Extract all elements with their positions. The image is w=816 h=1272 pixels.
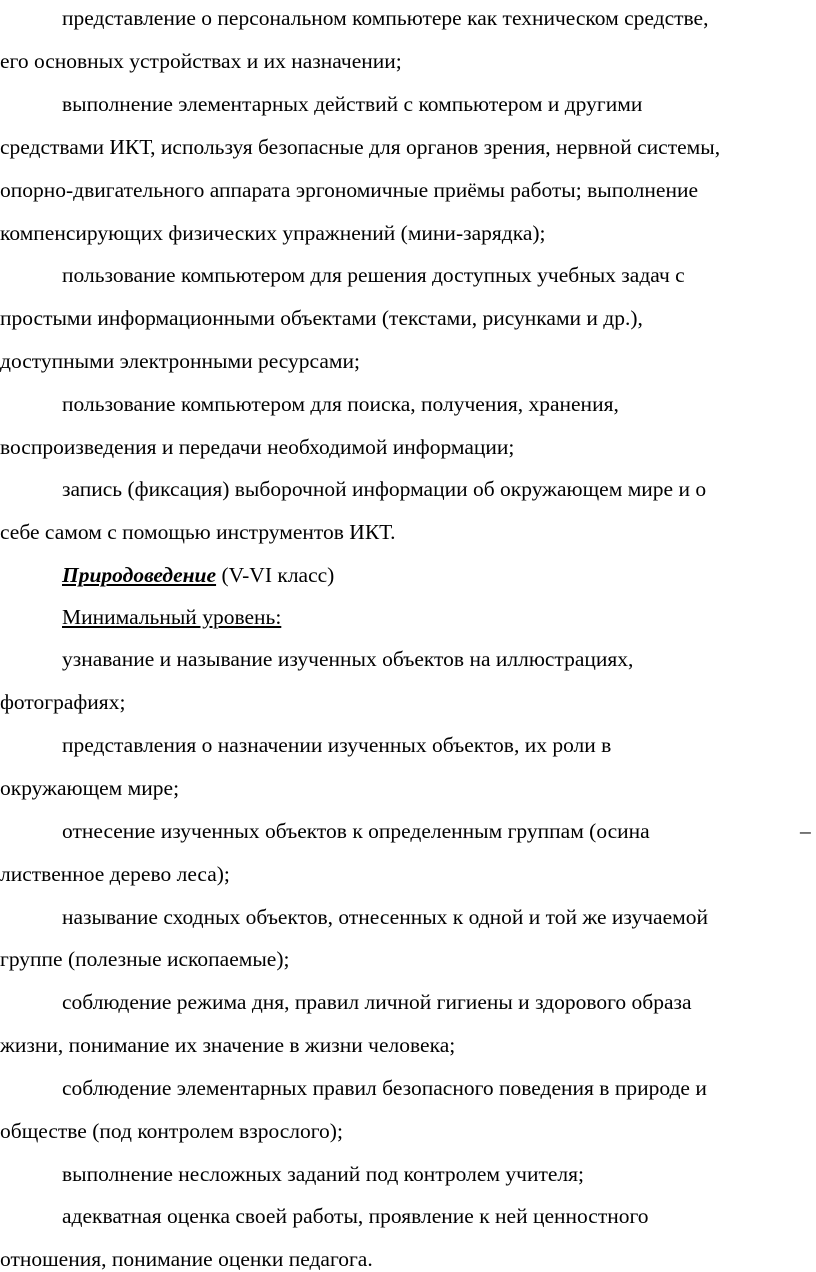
- paragraph-line: простыми информационными объектами (текстами, рисунками и др.),: [0, 306, 643, 330]
- paragraph-line: компенсирующих физических упражнений (мини-зарядка);: [0, 221, 546, 245]
- paragraph-line: себе самом с помощью инструментов ИКТ.: [0, 520, 396, 544]
- paragraph-line: фотографиях;: [0, 690, 126, 714]
- paragraph-line: доступными электронными ресурсами;: [0, 349, 360, 373]
- paragraph-line: его основных устройствах и их назначении;: [0, 49, 402, 73]
- paragraph-line: выполнение элементарных действий с компьютером и другими: [62, 92, 643, 116]
- paragraph-line: отнесение изученных объектов к определенным группам (осина: [62, 819, 650, 843]
- paragraph-line: средствами ИКТ, используя безопасные для органов зрения, нервной системы,: [0, 135, 721, 159]
- paragraph-line: называние сходных объектов, отнесенных к одной и той же изучаемой: [62, 905, 708, 929]
- paragraph-line: отношения, понимание оценки педагога.: [0, 1247, 373, 1271]
- paragraph-line: опорно-двигательного аппарата эргономичные приёмы работы; выполнение: [0, 178, 699, 202]
- paragraph-line: лиственное дерево леса);: [0, 862, 230, 886]
- paragraph-line: запись (фиксация) выборочной информации об окружающем мире и о: [62, 477, 707, 501]
- paragraph-line: представления о назначении изученных объектов, их роли в: [62, 733, 612, 757]
- paragraph-line: соблюдение элементарных правил безопасного поведения в природе и: [62, 1076, 707, 1100]
- dash-mark: –: [800, 819, 811, 843]
- paragraph-line: пользование компьютером для поиска, получения, хранения,: [62, 392, 619, 416]
- section-title: Природоведение: [62, 563, 217, 587]
- paragraph-line: группе (полезные ископаемые);: [0, 947, 290, 971]
- level-heading: Минимальный уровень:: [62, 605, 282, 629]
- paragraph-line: узнавание и называние изученных объектов на иллюстрациях,: [62, 647, 634, 671]
- paragraph-line: адекватная оценка своей работы, проявление к ней ценностного: [62, 1204, 649, 1228]
- paragraph-line: воспроизведения и передачи необходимой информации;: [0, 435, 515, 459]
- section-heading: [62, 562, 334, 588]
- paragraph-line: представление о персональном компьютере как техническом средстве,: [62, 6, 709, 30]
- paragraph-line: окружающем мире;: [0, 776, 180, 800]
- paragraph-line: пользование компьютером для решения доступных учебных задач с: [62, 263, 685, 287]
- paragraph-line: соблюдение режима дня, правил личной гигиены и здорового образа: [62, 990, 692, 1014]
- paragraph-line: выполнение несложных заданий под контролем учителя;: [62, 1162, 584, 1186]
- paragraph-line: обществе (под контролем взрослого);: [0, 1119, 343, 1143]
- paragraph-line: жизни, понимание их значение в жизни человека;: [0, 1033, 456, 1057]
- section-grade: (V-VI класс): [216, 563, 335, 587]
